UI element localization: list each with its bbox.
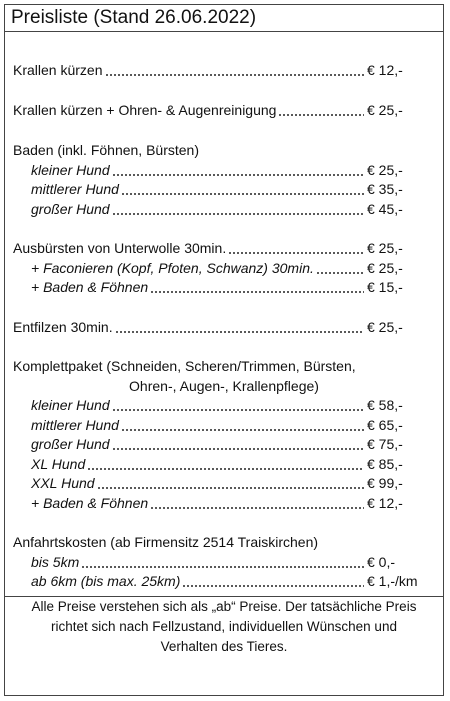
leader-dots	[105, 74, 364, 76]
price-row-label: Baden (inkl. Föhnen, Bürsten)	[13, 142, 199, 158]
price-row-label: Krallen kürzen	[13, 62, 103, 78]
price-row	[5, 552, 443, 572]
section-heading	[5, 532, 443, 552]
section-heading	[5, 376, 443, 396]
price-row	[5, 238, 443, 258]
price-row	[5, 415, 443, 435]
price-value: € 15,-	[367, 279, 403, 295]
leader-dots	[150, 507, 364, 509]
price-row-label: ab 6km (bis max. 25km)	[31, 573, 181, 589]
price-row-label: großer Hund	[31, 436, 110, 452]
price-row-label: XXL Hund	[31, 475, 95, 491]
leader-dots	[112, 409, 364, 411]
price-value: € 35,-	[367, 181, 403, 197]
price-value: € 12,-	[367, 495, 403, 511]
leader-dots	[112, 448, 364, 450]
price-row	[5, 160, 443, 180]
price-row	[5, 493, 443, 513]
price-row	[5, 179, 443, 199]
leader-dots	[112, 174, 364, 176]
footer-note	[5, 597, 443, 657]
price-row-label: + Faconieren (Kopf, Pfoten, Schwanz) 30min.	[31, 260, 314, 276]
price-value: € 0,-	[367, 554, 396, 570]
price-value: € 58,-	[367, 397, 403, 413]
price-row	[5, 317, 443, 337]
leader-dots	[97, 487, 364, 489]
price-value: € 25,-	[367, 319, 403, 335]
price-row-label: bis 5km	[31, 554, 80, 570]
price-row-label: Ausbürsten von Unterwolle 30min.	[13, 240, 227, 256]
leader-dots	[121, 429, 364, 431]
price-row	[5, 434, 443, 454]
price-value: € 25,-	[367, 162, 403, 178]
footer-line: richtet sich nach Fellzustand, individuellen Wünschen und	[51, 619, 397, 634]
leader-dots	[150, 291, 364, 293]
price-row-label: großer Hund	[31, 201, 110, 217]
footer-line: Verhalten des Tieres.	[160, 639, 288, 654]
price-value: € 65,-	[367, 417, 403, 433]
price-row	[5, 473, 443, 493]
price-row	[5, 454, 443, 474]
price-row	[5, 571, 443, 591]
section-heading	[5, 356, 443, 376]
price-value: € 99,-	[367, 475, 403, 491]
price-row	[5, 199, 443, 219]
price-row-label: Anfahrtskosten (ab Firmensitz 2514 Traiskirchen)	[13, 534, 319, 550]
price-row	[5, 277, 443, 297]
leader-dots	[278, 114, 364, 116]
price-row-label: Ohren-, Augen-, Krallenpflege)	[129, 378, 319, 394]
leader-dots	[121, 193, 364, 195]
price-list-content	[5, 32, 443, 597]
price-row-label: mittlerer Hund	[31, 417, 119, 433]
footer-line: Alle Preise verstehen sich als „ab“ Preise. Der tatsächliche Preis	[31, 599, 417, 614]
page-title: Preisliste (Stand 26.06.2022)	[5, 5, 443, 32]
leader-dots	[115, 331, 364, 333]
price-row-label: + Baden & Föhnen	[31, 495, 149, 511]
price-value: € 25,-	[367, 240, 403, 256]
price-row-label: XL Hund	[31, 456, 86, 472]
price-row	[5, 60, 443, 80]
price-row-label: Krallen kürzen + Ohren- & Augenreinigung	[13, 102, 277, 118]
price-value: € 25,-	[367, 260, 403, 276]
price-value: € 12,-	[367, 62, 403, 78]
leader-dots	[316, 272, 364, 274]
price-value: € 75,-	[367, 436, 403, 452]
leader-dots	[87, 468, 364, 470]
leader-dots	[182, 585, 364, 587]
price-value: € 85,-	[367, 456, 403, 472]
price-value: € 1,-/km	[367, 573, 418, 589]
price-row-label: kleiner Hund	[31, 162, 110, 178]
price-row-label: mittlerer Hund	[31, 181, 119, 197]
price-row	[5, 100, 443, 120]
price-row-label: Komplettpaket (Schneiden, Scheren/Trimmen, Bürsten,	[13, 358, 356, 374]
leader-dots	[112, 213, 364, 215]
price-row-label: kleiner Hund	[31, 397, 110, 413]
leader-dots	[81, 566, 364, 568]
section-heading	[5, 140, 443, 160]
price-row-label: Entfilzen 30min.	[13, 319, 113, 335]
leader-dots	[228, 252, 364, 254]
price-value: € 25,-	[367, 102, 403, 118]
price-value: € 45,-	[367, 201, 403, 217]
price-row	[5, 258, 443, 278]
price-list-sheet	[4, 4, 444, 696]
price-row-label: + Baden & Föhnen	[31, 279, 149, 295]
price-row	[5, 395, 443, 415]
